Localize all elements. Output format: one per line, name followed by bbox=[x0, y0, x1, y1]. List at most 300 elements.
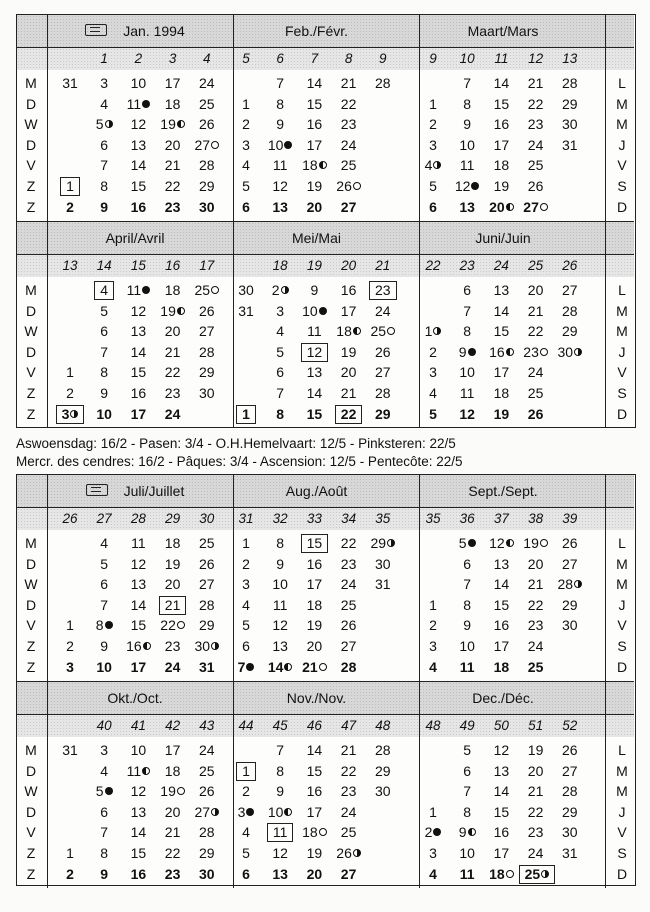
month-name bbox=[223, 475, 410, 507]
day-number: 18 bbox=[164, 535, 181, 551]
day-cell bbox=[263, 301, 297, 321]
day-cell bbox=[553, 574, 587, 594]
day-number: 21 bbox=[527, 75, 544, 91]
day-number: 21 bbox=[340, 75, 357, 91]
day-number: 5 bbox=[242, 845, 250, 861]
day-number: 20 bbox=[164, 323, 181, 340]
day-cell bbox=[121, 321, 155, 341]
day-cell bbox=[450, 114, 484, 134]
day-number: 11 bbox=[126, 762, 142, 779]
day-number: 28 bbox=[199, 824, 215, 841]
day-number: 30 bbox=[199, 385, 215, 401]
day-number: 2 bbox=[429, 617, 437, 634]
day-cell bbox=[263, 574, 297, 594]
day-cell bbox=[450, 197, 484, 217]
week-number: 48 bbox=[425, 718, 441, 733]
day-number: 10 bbox=[267, 803, 284, 820]
day-cell bbox=[450, 176, 484, 196]
day-cell bbox=[297, 280, 331, 300]
weekday-label-right: J bbox=[618, 803, 626, 820]
day-number: 4 bbox=[100, 762, 109, 779]
day-number: 14 bbox=[493, 783, 510, 800]
day-number: 6 bbox=[100, 323, 109, 340]
day-cell bbox=[53, 636, 87, 656]
month-name bbox=[410, 682, 596, 714]
day-number: 26 bbox=[199, 555, 215, 572]
day-cell bbox=[332, 595, 366, 615]
day-cell bbox=[297, 73, 331, 93]
day-cell bbox=[416, 636, 450, 656]
day-number: 15 bbox=[493, 95, 510, 112]
day-cell bbox=[121, 280, 155, 300]
week-number: 48 bbox=[375, 718, 391, 733]
day-number: 13 bbox=[130, 323, 147, 340]
day-number: 19 bbox=[160, 302, 176, 319]
day-number: 29 bbox=[375, 405, 391, 422]
day-cell bbox=[87, 615, 121, 635]
day-number: 21 bbox=[164, 824, 181, 841]
day-cell bbox=[229, 781, 263, 801]
day-number: 2 bbox=[429, 116, 437, 133]
month-name bbox=[47, 222, 223, 254]
day-number: 17 bbox=[493, 136, 510, 153]
day-cell bbox=[190, 781, 224, 801]
day-cell bbox=[297, 822, 331, 842]
day-cell bbox=[450, 574, 484, 594]
day-number: 10 bbox=[130, 742, 147, 758]
calendar-block bbox=[17, 681, 634, 888]
day-number: 23 bbox=[340, 555, 357, 572]
day-number: 19 bbox=[527, 742, 544, 758]
day-number: 30 bbox=[194, 638, 211, 654]
weekday-label-left: V bbox=[26, 617, 36, 634]
day-cell bbox=[484, 533, 518, 553]
day-number: 24 bbox=[527, 364, 544, 381]
week-number: 52 bbox=[562, 718, 578, 733]
day-cell bbox=[121, 802, 155, 822]
weekday-label-right: V bbox=[617, 824, 627, 841]
week-number: 19 bbox=[306, 258, 322, 273]
day-cell bbox=[366, 362, 400, 382]
day-number: 17 bbox=[493, 638, 510, 654]
weekday-label-right: V bbox=[617, 157, 627, 174]
weekday-label-right: D bbox=[616, 865, 628, 882]
day-number: 23 bbox=[164, 638, 181, 654]
day-number: 23 bbox=[164, 198, 181, 215]
day-number: 8 bbox=[100, 178, 109, 194]
day-cell bbox=[519, 404, 553, 424]
day-cell bbox=[190, 94, 224, 114]
day-number: 5 bbox=[95, 116, 104, 133]
moon-fq-icon bbox=[281, 286, 289, 294]
moon-fq-icon bbox=[433, 161, 441, 169]
header-corner-left bbox=[17, 475, 47, 508]
day-cell bbox=[263, 135, 297, 155]
day-number: 8 bbox=[276, 762, 285, 779]
day-cell bbox=[519, 342, 553, 362]
day-cell bbox=[332, 197, 366, 217]
day-cell bbox=[156, 301, 190, 321]
day-cell bbox=[87, 574, 121, 594]
weekday-label-left: Z bbox=[26, 178, 36, 194]
day-number: 18 bbox=[164, 95, 181, 112]
day-cell bbox=[121, 533, 155, 553]
day-cell bbox=[297, 657, 331, 677]
day-cell bbox=[190, 135, 224, 155]
moon-full-icon bbox=[353, 182, 361, 190]
day-number: 9 bbox=[100, 638, 109, 654]
day-cell bbox=[229, 636, 263, 656]
day-number: 21 bbox=[164, 157, 181, 174]
day-number: 7 bbox=[276, 385, 285, 401]
day-cell bbox=[297, 155, 331, 175]
day-number: 2 bbox=[271, 282, 280, 298]
day-number: 5 bbox=[100, 302, 109, 319]
day-cell bbox=[297, 843, 331, 863]
day-cell bbox=[53, 740, 87, 760]
day-number: 18 bbox=[164, 282, 181, 298]
day-number: 3 bbox=[242, 136, 250, 153]
day-number: 29 bbox=[199, 845, 215, 861]
moon-new-icon bbox=[471, 182, 479, 190]
day-cell bbox=[553, 822, 587, 842]
day-cell bbox=[229, 301, 263, 321]
header-corner-left bbox=[17, 15, 47, 48]
day-cell bbox=[263, 176, 297, 196]
weekday-label-right: M bbox=[616, 302, 628, 319]
weekday-label-left: D bbox=[25, 803, 37, 820]
day-cell bbox=[416, 135, 450, 155]
day-cell bbox=[519, 321, 553, 341]
day-cell bbox=[156, 404, 190, 424]
moon-lq-icon bbox=[284, 808, 292, 816]
day-number: 16 bbox=[126, 638, 142, 654]
day-cell bbox=[519, 155, 553, 175]
day-cell bbox=[190, 657, 224, 677]
day-cell bbox=[121, 301, 155, 321]
day-cell bbox=[297, 781, 331, 801]
day-cell bbox=[121, 342, 155, 362]
week-number: 33 bbox=[306, 511, 322, 526]
day-cell bbox=[450, 554, 484, 574]
day-number: 30 bbox=[562, 617, 578, 634]
weekday-label-left: Z bbox=[26, 865, 36, 882]
day-number: 25 bbox=[340, 596, 357, 613]
day-cell bbox=[190, 280, 224, 300]
day-number: 1 bbox=[66, 617, 74, 634]
day-number: 12 bbox=[130, 116, 147, 133]
weekday-label-right: L bbox=[618, 742, 626, 758]
day-number: 8 bbox=[100, 845, 109, 861]
day-number: 14 bbox=[267, 658, 284, 675]
month-label: Juni/Juin bbox=[475, 230, 531, 246]
week-number: 21 bbox=[375, 258, 391, 273]
day-cell bbox=[416, 657, 450, 677]
day-cell bbox=[450, 657, 484, 677]
day-number: 9 bbox=[310, 282, 319, 298]
week-number: 16 bbox=[165, 258, 181, 273]
day-number: 15 bbox=[301, 534, 329, 553]
day-number: 31 bbox=[62, 75, 78, 91]
day-number: 24 bbox=[164, 658, 181, 675]
day-cell bbox=[519, 176, 553, 196]
weekday-label-right: M bbox=[616, 576, 628, 593]
day-number: 20 bbox=[527, 762, 544, 779]
day-number: 20 bbox=[489, 198, 505, 215]
day-number: 6 bbox=[242, 198, 250, 215]
moon-new-icon bbox=[142, 286, 150, 294]
day-number: 25 bbox=[519, 865, 556, 884]
day-cell bbox=[121, 197, 155, 217]
day-number: 10 bbox=[459, 638, 475, 654]
day-number: 16 bbox=[306, 555, 323, 572]
weekday-label-left: V bbox=[26, 364, 36, 381]
month-label: Nov./Nov. bbox=[286, 690, 347, 706]
day-cell bbox=[229, 574, 263, 594]
month-label: Dec./Déc. bbox=[472, 690, 534, 706]
day-cell bbox=[263, 615, 297, 635]
day-number: 31 bbox=[562, 136, 578, 153]
week-number: 50 bbox=[493, 718, 509, 733]
day-number: 17 bbox=[493, 845, 510, 861]
day-cell bbox=[229, 94, 263, 114]
day-cell bbox=[156, 383, 190, 403]
day-cell bbox=[297, 176, 331, 196]
day-number: 21 bbox=[340, 742, 357, 758]
day-number: 5 bbox=[95, 783, 104, 800]
day-number: 16 bbox=[130, 198, 147, 215]
day-cell bbox=[450, 342, 484, 362]
day-number: 26 bbox=[375, 343, 391, 360]
day-cell bbox=[484, 114, 518, 134]
day-number: 7 bbox=[276, 742, 285, 758]
day-cell bbox=[53, 362, 87, 382]
day-number: 21 bbox=[164, 343, 181, 360]
day-number: 29 bbox=[370, 535, 387, 551]
day-cell bbox=[450, 383, 484, 403]
day-cell bbox=[366, 761, 400, 781]
day-number: 19 bbox=[160, 783, 176, 800]
day-number: 31 bbox=[562, 845, 578, 861]
week-number: 26 bbox=[562, 258, 578, 273]
day-cell bbox=[332, 383, 366, 403]
day-cell bbox=[366, 781, 400, 801]
day-number: 5 bbox=[463, 742, 472, 758]
day-number: 12 bbox=[130, 302, 147, 319]
day-cell bbox=[484, 135, 518, 155]
month-name bbox=[410, 475, 596, 507]
day-number: 11 bbox=[267, 823, 294, 842]
day-number: 27 bbox=[194, 136, 211, 153]
day-number: 18 bbox=[489, 865, 505, 882]
week-number: 30 bbox=[199, 511, 215, 526]
day-cell bbox=[53, 615, 87, 635]
day-number: 28 bbox=[375, 742, 391, 758]
day-cell bbox=[297, 761, 331, 781]
day-number: 31 bbox=[199, 658, 215, 675]
day-cell bbox=[484, 404, 518, 424]
day-cell bbox=[519, 94, 553, 114]
day-cell bbox=[229, 657, 263, 677]
day-number: 28 bbox=[562, 75, 578, 91]
day-number: 19 bbox=[306, 845, 323, 861]
week-number: 7 bbox=[310, 51, 319, 66]
day-cell bbox=[519, 761, 553, 781]
day-cell bbox=[519, 533, 553, 553]
weekday-label-left: M bbox=[25, 742, 37, 758]
day-number: 14 bbox=[493, 576, 510, 593]
day-number: 4 bbox=[94, 281, 114, 300]
moon-lq-icon bbox=[353, 327, 361, 335]
day-cell bbox=[87, 135, 121, 155]
day-cell bbox=[416, 822, 450, 842]
day-number: 4 bbox=[429, 865, 437, 882]
day-cell bbox=[121, 657, 155, 677]
day-number: 7 bbox=[237, 658, 246, 675]
day-cell bbox=[484, 636, 518, 656]
day-number: 4 bbox=[429, 658, 437, 675]
day-cell bbox=[263, 864, 297, 884]
day-number: 12 bbox=[459, 405, 475, 422]
day-number: 11 bbox=[307, 323, 322, 340]
day-number: 15 bbox=[306, 405, 323, 422]
day-number: 1 bbox=[424, 323, 433, 340]
day-number: 27 bbox=[194, 803, 211, 820]
weekday-label-left: Z bbox=[26, 405, 36, 422]
day-cell bbox=[366, 280, 400, 300]
day-cell bbox=[87, 595, 121, 615]
day-number: 12 bbox=[489, 535, 505, 551]
week-number: 40 bbox=[96, 718, 112, 733]
moon-fq-icon bbox=[70, 410, 78, 418]
day-cell bbox=[484, 321, 518, 341]
weekday-label-right: J bbox=[618, 136, 626, 153]
day-number: 27 bbox=[375, 364, 391, 381]
day-number: 17 bbox=[306, 136, 323, 153]
day-number: 17 bbox=[493, 364, 510, 381]
day-cell bbox=[297, 864, 331, 884]
day-number: 13 bbox=[272, 865, 288, 882]
day-cell bbox=[121, 822, 155, 842]
day-number: 4 bbox=[429, 385, 437, 401]
day-number: 4 bbox=[242, 596, 250, 613]
day-cell bbox=[263, 595, 297, 615]
day-number: 3 bbox=[56, 405, 85, 424]
day-number: 29 bbox=[562, 596, 578, 613]
day-cell bbox=[53, 657, 87, 677]
day-number: 3 bbox=[429, 136, 437, 153]
day-number: 14 bbox=[306, 742, 323, 758]
day-cell bbox=[519, 615, 553, 635]
day-cell bbox=[366, 740, 400, 760]
day-cell bbox=[519, 864, 553, 884]
day-cell bbox=[263, 342, 297, 362]
day-cell bbox=[297, 404, 331, 424]
day-number: 6 bbox=[100, 576, 109, 593]
moon-fq-icon bbox=[211, 808, 219, 816]
day-cell bbox=[484, 574, 518, 594]
day-cell bbox=[156, 636, 190, 656]
day-number: 14 bbox=[493, 75, 510, 91]
weekday-label-right: J bbox=[618, 343, 626, 360]
week-number: 28 bbox=[130, 511, 146, 526]
week-number: 12 bbox=[528, 51, 544, 66]
day-cell bbox=[229, 554, 263, 574]
day-number: 24 bbox=[199, 75, 215, 91]
day-number: 10 bbox=[459, 136, 475, 153]
day-number: 4 bbox=[276, 323, 285, 340]
weekday-label-right: S bbox=[617, 845, 627, 861]
day-cell bbox=[297, 554, 331, 574]
day-cell bbox=[263, 280, 297, 300]
day-cell bbox=[156, 114, 190, 134]
month-name bbox=[47, 682, 223, 714]
day-number: 14 bbox=[130, 157, 147, 174]
day-cell bbox=[121, 554, 155, 574]
day-number: 3 bbox=[429, 364, 437, 381]
day-number: 18 bbox=[164, 762, 181, 779]
day-cell bbox=[229, 533, 263, 553]
day-cell bbox=[416, 864, 450, 884]
day-cell bbox=[450, 280, 484, 300]
day-number: 23 bbox=[164, 865, 181, 882]
week-number: 11 bbox=[494, 51, 509, 66]
day-cell bbox=[450, 761, 484, 781]
day-number: 19 bbox=[306, 617, 323, 634]
day-cell bbox=[53, 843, 87, 863]
day-number: 30 bbox=[199, 198, 215, 215]
day-cell bbox=[553, 595, 587, 615]
day-number: 20 bbox=[164, 136, 181, 153]
week-number: 35 bbox=[425, 511, 441, 526]
week-number: 27 bbox=[96, 511, 112, 526]
day-cell bbox=[519, 802, 553, 822]
moon-new-icon bbox=[105, 787, 113, 795]
day-number: 20 bbox=[306, 638, 323, 654]
weekday-label-left: M bbox=[25, 282, 37, 298]
day-number: 23 bbox=[527, 116, 544, 133]
day-number: 13 bbox=[493, 762, 510, 779]
week-number: 32 bbox=[272, 511, 288, 526]
moon-full-icon bbox=[211, 286, 219, 294]
calendar-logo-icon bbox=[85, 24, 107, 36]
day-number: 7 bbox=[100, 343, 109, 360]
day-cell bbox=[484, 802, 518, 822]
day-cell bbox=[229, 197, 263, 217]
week-number: 46 bbox=[306, 718, 322, 733]
day-number: 8 bbox=[463, 323, 472, 340]
day-number: 8 bbox=[276, 405, 285, 422]
day-number: 15 bbox=[493, 803, 510, 820]
day-number: 5 bbox=[242, 617, 250, 634]
day-cell bbox=[190, 802, 224, 822]
weekday-label-left: V bbox=[26, 824, 36, 841]
day-cell bbox=[156, 533, 190, 553]
header-corner-left bbox=[17, 682, 47, 715]
day-cell bbox=[87, 657, 121, 677]
day-cell bbox=[366, 383, 400, 403]
day-cell bbox=[332, 94, 366, 114]
day-number: 27 bbox=[199, 576, 215, 593]
day-cell bbox=[156, 135, 190, 155]
moon-fq-icon bbox=[387, 539, 395, 547]
day-number: 11 bbox=[131, 535, 146, 551]
day-cell bbox=[332, 404, 366, 424]
day-cell bbox=[519, 73, 553, 93]
day-cell bbox=[263, 533, 297, 553]
day-number: 2 bbox=[429, 343, 437, 360]
day-cell bbox=[156, 843, 190, 863]
